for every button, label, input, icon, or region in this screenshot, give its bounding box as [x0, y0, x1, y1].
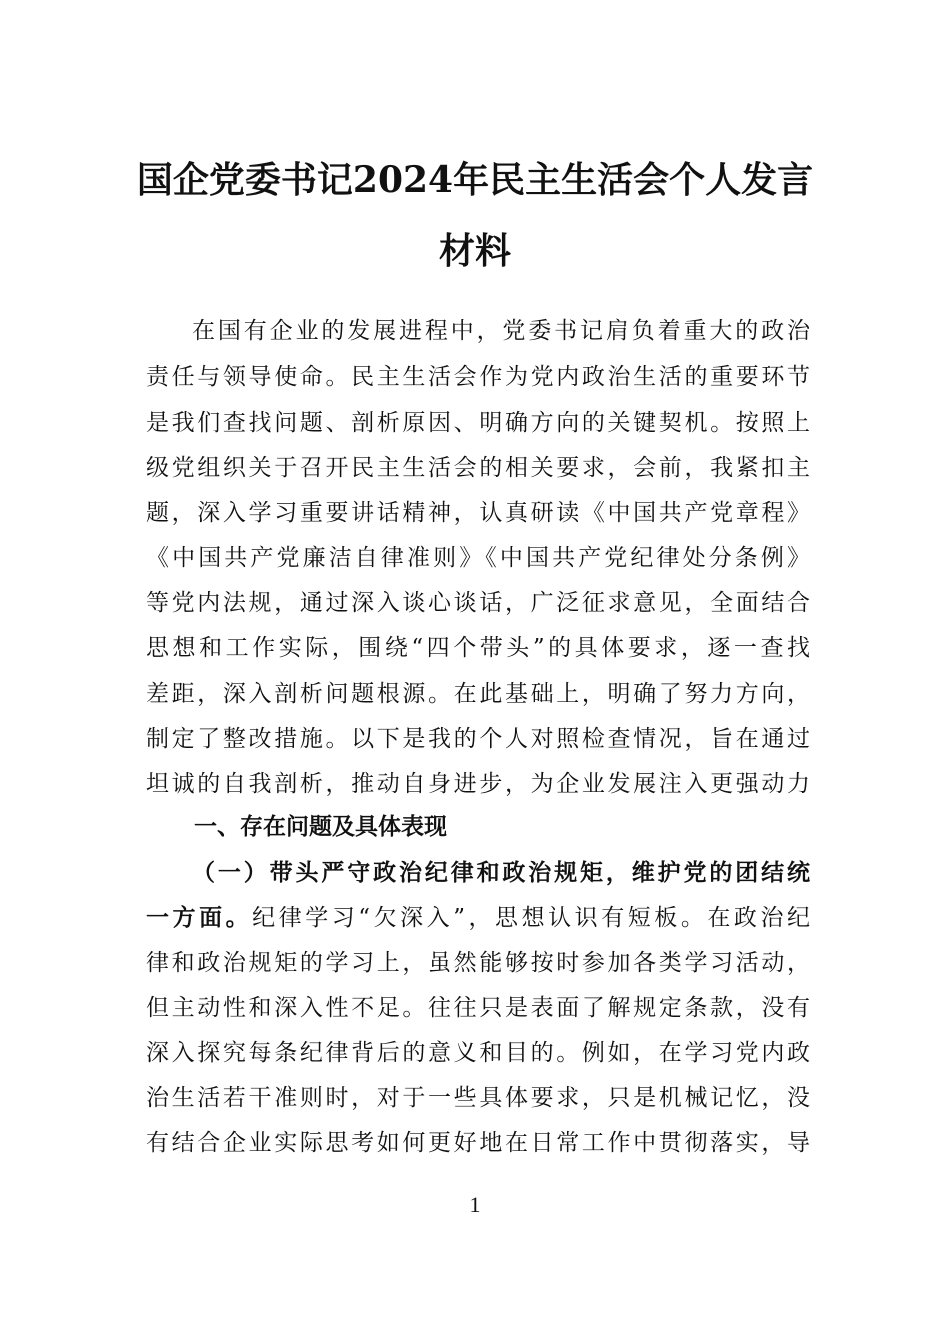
intro-paragraph-line: 思想和工作实际，围绕“四个带头”的具体要求，逐一查找	[146, 635, 810, 661]
intro-paragraph-line: 《中国共产党廉洁自律准则》《中国共产党纪律处分条例》	[146, 545, 810, 571]
body-paragraph-line: 深入探究每条纪律背后的意义和目的。例如，在学习党内政	[146, 1040, 810, 1066]
document-title-line-2: 材料	[438, 230, 511, 272]
subsection-heading-line-2	[146, 903, 810, 933]
body-paragraph-line: 但主动性和深入性不足。往往只是表面了解规定条款，没有	[146, 995, 810, 1021]
body-paragraph-line: 有结合企业实际思考如何更好地在日常工作中贯彻落实，导	[146, 1130, 810, 1156]
intro-paragraph-line: 责任与领导使命。民主生活会作为党内政治生活的重要环节	[146, 364, 810, 390]
section-heading: 一、存在问题及具体表现	[194, 814, 447, 840]
subsection-body-start: 纪律学习“欠深入”，思想认识有短板。在政治纪	[252, 905, 810, 931]
body-paragraph-line: 治生活若干准则时，对于一些具体要求，只是机械记忆，没	[146, 1085, 810, 1111]
intro-paragraph-line: 坦诚的自我剖析，推动自身进步，为企业发展注入更强动力	[146, 771, 810, 797]
intro-paragraph-line: 题，深入学习重要讲话精神，认真研读《中国共产党章程》	[146, 500, 810, 526]
intro-paragraph-line: 制定了整改措施。以下是我的个人对照检查情况，旨在通过	[146, 726, 810, 752]
intro-paragraph-line: 等党内法规，通过深入谈心谈话，广泛征求意见，全面结合	[146, 590, 810, 616]
subsection-heading-end: 一方面。	[146, 904, 253, 931]
body-paragraph-line: 律和政治规矩的学习上，虽然能够按时参加各类学习活动，	[146, 950, 810, 976]
subsection-heading-line-1: （一）带头严守政治纪律和政治规矩，维护党的团结统	[192, 859, 810, 886]
intro-paragraph-line: 级党组织关于召开民主生活会的相关要求，会前，我紧扣主	[146, 455, 810, 481]
intro-paragraph-line: 在国有企业的发展进程中，党委书记肩负着重大的政治	[192, 318, 810, 344]
intro-paragraph-line: 是我们查找问题、剖析原因、明确方向的关键契机。按照上	[146, 410, 810, 436]
page-number: 1	[469, 1192, 481, 1217]
document-title-line-1: 国企党委书记2024年民主生活会个人发言	[136, 159, 814, 201]
intro-paragraph-line: 差距，深入剖析问题根源。在此基础上，明确了努力方向，	[146, 681, 810, 707]
